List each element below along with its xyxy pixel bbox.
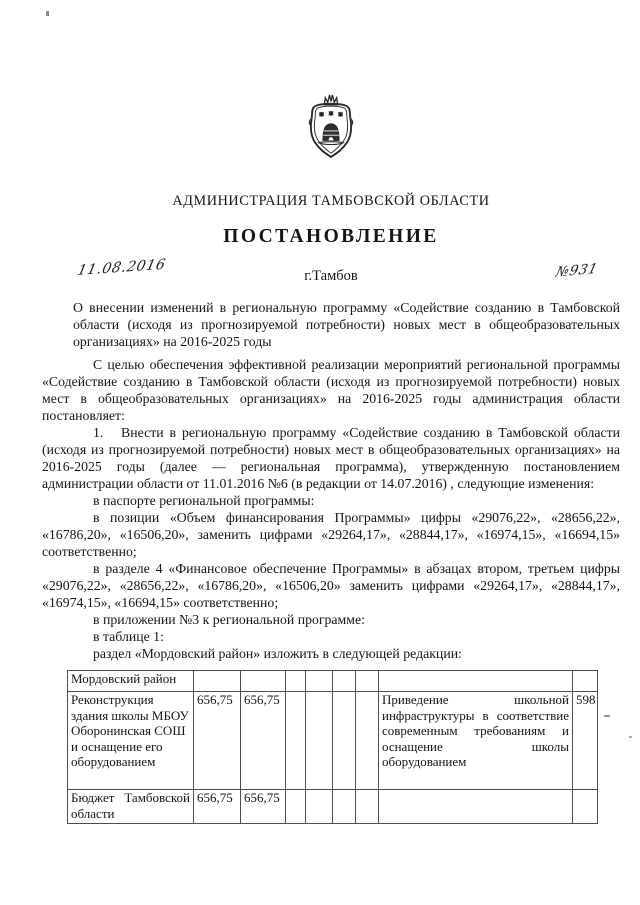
- handwritten-date: 11.08.2016: [76, 256, 168, 279]
- table-cell: [306, 692, 333, 790]
- table-cell: [573, 790, 598, 824]
- body-paragraph: в разделе 4 «Финансовое обеспечение Программы» в абзацах втором, третьем цифры «29076,22», «28656,22», «16786,20», «16506,20» заменить цифрами «29264,17», «28844,17», «16974,15», «16694,15» соответственно;: [42, 561, 620, 610]
- table-cell: [379, 671, 573, 692]
- amount-cell: 656,75: [194, 790, 241, 824]
- table-cell: [356, 671, 379, 692]
- table-cell: [241, 671, 286, 692]
- document-type-title: ПОСТАНОВЛЕНИЕ: [223, 226, 439, 247]
- document-body: [42, 356, 620, 662]
- document-subject: О внесении изменений в региональную программу «Содействие созданию в Тамбовской области (исходя из прогнозируемой потребности) новых мест в общеобразовательных организациях» на 2016-2025 годы: [73, 300, 620, 349]
- table-cell: [286, 671, 306, 692]
- table-row: [68, 790, 598, 824]
- table-cell: [306, 671, 333, 692]
- body-paragraph: в таблице 1:: [93, 629, 164, 644]
- meta-row: [42, 256, 620, 285]
- table-cell: [356, 790, 379, 824]
- document-header: [42, 0, 620, 249]
- body-paragraph: С целью обеспечения эффективной реализации мероприятий региональной программы «Содействие созданию в Тамбовской области (исходя из прогнозируемой потребности) новых мест в общеобразовательных организациях» на 2016-2025 годы администрация области постановляет:: [42, 357, 620, 423]
- table-cell: [356, 692, 379, 790]
- coat-of-arms-icon: [302, 93, 360, 165]
- table-cell: [286, 692, 306, 790]
- table-cell: [306, 790, 333, 824]
- places-count-cell: 598: [573, 692, 598, 790]
- table-cell: [333, 671, 356, 692]
- table-cell: [286, 790, 306, 824]
- table-row: [68, 692, 598, 790]
- table-cell: [333, 692, 356, 790]
- table-cell: [194, 671, 241, 692]
- body-paragraph: раздел «Мордовский район» изложить в следующей редакции:: [93, 646, 462, 661]
- amount-cell: 656,75: [241, 790, 286, 824]
- amount-cell: 656,75: [194, 692, 241, 790]
- result-description-cell: Приведение школьной инфраструктуры в соответствие современным требованиям и оснащение школы оборудованием: [379, 692, 573, 790]
- organization-name: АДМИНИСТРАЦИЯ ТАМБОВСКОЙ ОБЛАСТИ: [172, 193, 490, 209]
- table-section-row: [68, 671, 598, 692]
- body-paragraph: 1. Внести в региональную программу «Содействие созданию в Тамбовской области (исходя из прогнозируемой потребности) новых мест в общеобразовательных организациях» на 2016-2025 годы (далее — региональная программа), утвержденную постановлением администрации области от 11.01.2016 №6 (в редакции от 14.07.2016) , следующие изменения:: [42, 425, 620, 491]
- body-paragraph: в паспорте региональной программы:: [93, 493, 315, 508]
- amount-cell: 656,75: [241, 692, 286, 790]
- body-paragraph: в позиции «Объем финансирования Программы» цифры «29076,22», «28656,22», «16786,20», «16506,20», заменить цифрами «29264,17», «28844,17», «16974,15», «16694,15» соответственно;: [42, 510, 620, 559]
- body-paragraph: в приложении №3 к региональной программе:: [93, 612, 365, 627]
- handwritten-number: №931: [554, 260, 600, 281]
- table-cell: [379, 790, 573, 824]
- budget-label-cell: Бюджет Тамбовской области: [68, 790, 194, 824]
- scan-artifact: [629, 736, 632, 738]
- section-label-cell: Мордовский район: [68, 671, 194, 692]
- city-label: г.Тамбов: [304, 268, 358, 284]
- table-cell: [333, 790, 356, 824]
- table-cell: [573, 671, 598, 692]
- amendments-table: [67, 670, 598, 824]
- activity-cell: Реконструкция здания школы МБОУ Оборонинская СОШ и оснащение его оборудованием: [68, 692, 194, 790]
